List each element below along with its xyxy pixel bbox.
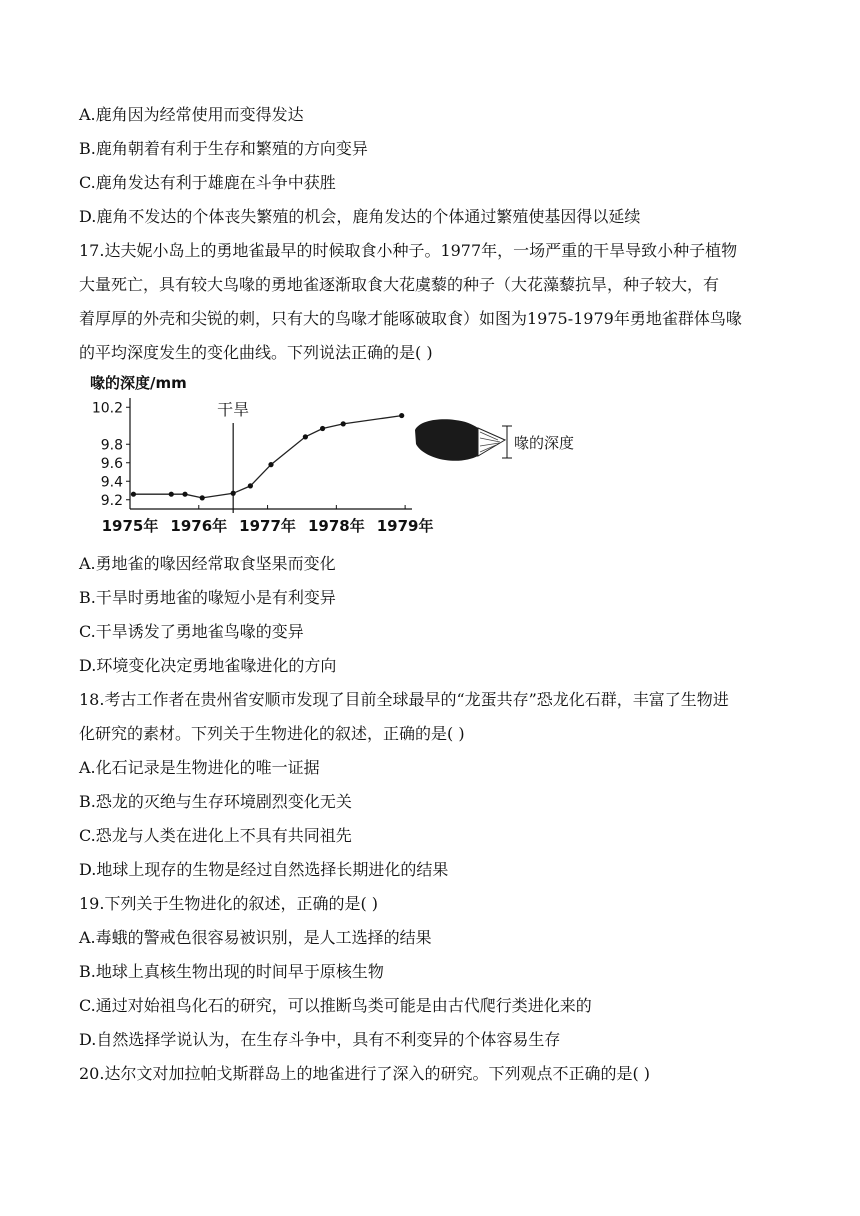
q17-option-a: A.勇地雀的喙因经常取食坚果而变化 xyxy=(79,554,336,573)
data-point xyxy=(248,483,253,488)
data-point xyxy=(341,421,346,426)
data-point xyxy=(320,426,325,431)
bird-head-illustration xyxy=(415,419,574,460)
y-tick-label: 10.2 xyxy=(91,400,123,417)
data-point xyxy=(169,492,174,497)
q19-option-c: C.通过对始祖鸟化石的研究，可以推断鸟类可能是由古代爬行类进化来的 xyxy=(79,996,592,1015)
bird-head-shape xyxy=(415,419,478,460)
q18-option-d: D.地球上现存的生物是经过自然选择长期进化的结果 xyxy=(79,860,449,879)
q19-option-a: A.毒蛾的警戒色很容易被识别，是人工选择的结果 xyxy=(79,928,432,947)
q18-stem-line: 18.考古工作者在贵州省安顺市发现了目前全球最早的“龙蛋共存”恐龙化石群，丰富了生物进 xyxy=(79,690,729,709)
data-point xyxy=(231,491,236,496)
data-point xyxy=(399,413,404,418)
q16-option-b: B.鹿角朝着有利于生存和繁殖的方向变异 xyxy=(79,139,368,158)
series-line xyxy=(133,416,401,498)
data-point xyxy=(200,495,205,500)
x-tick-label: 1976年 xyxy=(170,517,228,535)
x-tick-label: 1978年 xyxy=(307,517,365,535)
q19-stem-line: 19.下列关于生物进化的叙述，正确的是( ) xyxy=(79,894,379,913)
q17-option-b: B.干旱时勇地雀的喙短小是有利变异 xyxy=(79,588,336,607)
x-tick-label: 1979年 xyxy=(376,517,434,535)
q17-option-c: C.干旱诱发了勇地雀鸟喙的变异 xyxy=(79,622,304,641)
data-point xyxy=(303,434,308,439)
q18-option-a: A.化石记录是生物进化的唯一证据 xyxy=(79,758,320,777)
q17-figure xyxy=(80,368,600,548)
q17-stem-line: 17.达夫妮小岛上的勇地雀最早的时候取食小种子。1977年，一场严重的干旱导致小种子植物 xyxy=(79,241,738,260)
q16-option-d: D.鹿角不发达的个体丧失繁殖的机会，鹿角发达的个体通过繁殖使基因得以延续 xyxy=(79,207,641,226)
q18-option-b: B.恐龙的灭绝与生存环境剧烈变化无关 xyxy=(79,792,352,811)
q18-stem-line: 化研究的素材。下列关于生物进化的叙述，正确的是( ) xyxy=(79,724,465,743)
y-tick-label: 9.4 xyxy=(100,474,123,491)
beak-depth-label: 喙的深度 xyxy=(514,434,575,452)
data-point xyxy=(131,492,136,497)
q17-option-d: D.环境变化决定勇地雀喙进化的方向 xyxy=(79,656,337,675)
q17-stem-line: 大量死亡，具有较大鸟喙的勇地雀逐渐取食大花虞藜的种子（大花藻藜抗旱，种子较大，有 xyxy=(79,275,720,294)
q19-option-b: B.地球上真核生物出现的时间早于原核生物 xyxy=(79,962,384,981)
q20-stem-line: 20.达尔文对加拉帕戈斯群岛上的地雀进行了深入的研究。下列观点不正确的是( ) xyxy=(79,1064,651,1083)
q17-stem-line: 着厚厚的外壳和尖锐的刺，只有大的鸟喙才能啄破取食）如图为1975-1979年勇地雀群体鸟喙 xyxy=(79,309,742,328)
beak-depth-chart xyxy=(80,368,600,548)
x-tick-label: 1975年 xyxy=(101,517,159,535)
q16-option-c: C.鹿角发达有利于雄鹿在斗争中获胜 xyxy=(79,173,336,192)
drought-annotation: 干旱 xyxy=(217,400,250,419)
q16-option-a: A.鹿角因为经常使用而变得发达 xyxy=(79,105,304,124)
bird-beak-shape xyxy=(478,428,505,456)
data-point xyxy=(268,462,273,467)
y-tick-label: 9.6 xyxy=(100,455,123,472)
data-point xyxy=(182,492,187,497)
q17-stem-line: 的平均深度发生的变化曲线。下列说法正确的是( ) xyxy=(79,343,433,362)
x-tick-label: 1977年 xyxy=(239,517,296,535)
y-tick-label: 9.8 xyxy=(100,437,123,454)
q18-option-c: C.恐龙与人类在进化上不具有共同祖先 xyxy=(79,826,352,845)
y-tick-label: 9.2 xyxy=(100,492,123,509)
q19-option-d: D.自然选择学说认为，在生存斗争中，具有不利变异的个体容易生存 xyxy=(79,1030,561,1049)
y-axis-label: 喙的深度/mm xyxy=(90,374,187,392)
